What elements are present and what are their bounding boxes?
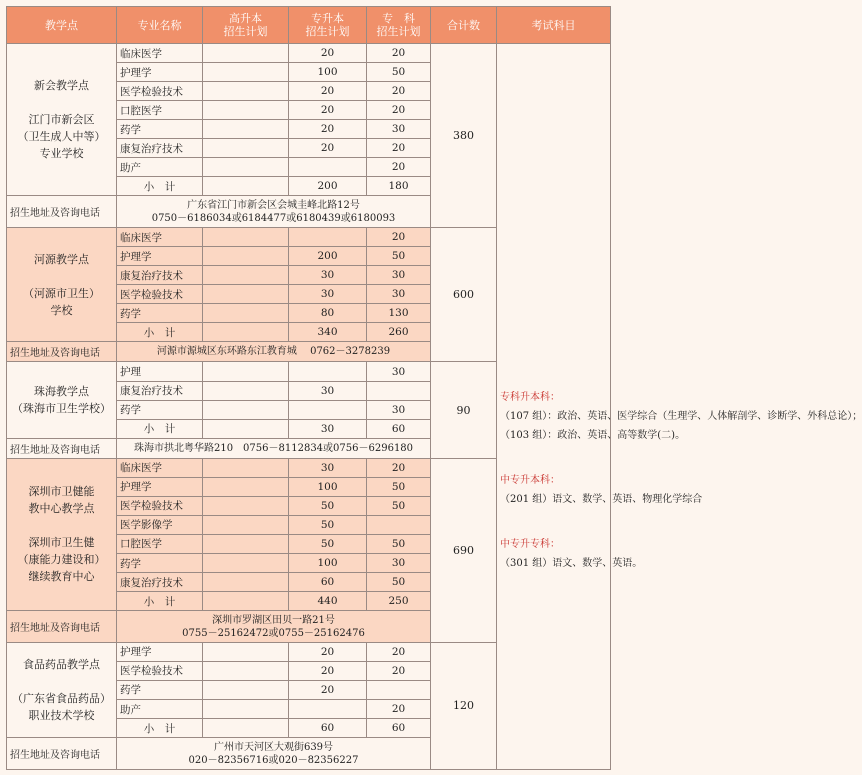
zsb-plan-cell — [289, 700, 367, 719]
gsb-plan-cell — [203, 304, 289, 323]
zsb-plan-cell: 50 — [289, 534, 367, 553]
subtotal-label: 小 计 — [117, 719, 203, 738]
major-cell: 药学 — [117, 554, 203, 573]
zk-plan-cell: 20 — [367, 44, 431, 63]
zk-plan-cell: 30 — [367, 285, 431, 304]
address-line: 河源市源城区东环路东江教育城 0762－3278239 — [156, 346, 391, 358]
site-name-line: 江门市新会区 — [28, 113, 95, 127]
header-exam: 考试科目 — [497, 7, 611, 44]
major-cell: 护理学 — [117, 63, 203, 82]
gsb-plan-cell — [203, 496, 289, 515]
header-zhuanke — [367, 7, 431, 44]
gsb-plan-cell — [203, 362, 289, 381]
site-total: 690 — [431, 458, 497, 642]
site-name-line: 新会教学点 — [34, 79, 89, 93]
site-name-line: （珠海市卫生学校） — [12, 402, 111, 416]
zk-plan-cell: 30 — [367, 120, 431, 139]
major-cell: 医学检验技术 — [117, 82, 203, 101]
zsb-plan-cell: 20 — [289, 680, 367, 699]
major-cell: 药学 — [117, 304, 203, 323]
address-phone — [117, 738, 431, 770]
enrollment-plan-table — [6, 6, 862, 770]
zsb-plan-cell: 30 — [289, 285, 367, 304]
gsb-plan-cell — [203, 515, 289, 534]
header-site: 教学点 — [7, 7, 117, 44]
zk-plan-cell — [367, 515, 431, 534]
gsb-plan-cell — [203, 554, 289, 573]
exam-spacer — [500, 240, 607, 388]
exam-heading: 中专升本科： — [500, 475, 560, 486]
major-cell: 医学影像学 — [117, 515, 203, 534]
major-cell: 护理学 — [117, 247, 203, 266]
zk-plan-cell: 50 — [367, 534, 431, 553]
subtotal-gsb — [203, 419, 289, 438]
gsb-plan-cell — [203, 400, 289, 419]
site-name-line: （广东省食品药品） — [12, 691, 111, 705]
address-label: 招生地址及咨询电话 — [7, 738, 117, 770]
subtotal-gsb — [203, 323, 289, 342]
subtotal-gsb — [203, 592, 289, 611]
gsb-plan-cell — [203, 266, 289, 285]
exam-block — [500, 471, 703, 509]
zsb-plan-cell: 50 — [289, 496, 367, 515]
exam-heading: 专科升本科： — [500, 392, 560, 403]
exam-text: （107 组）：政治、英语、医学综合（生理学、人体解剖学、诊断学、外科总论）； — [500, 411, 862, 422]
header-zhuanke-line1: 专 科 — [382, 12, 415, 25]
zsb-plan-cell: 30 — [289, 381, 367, 400]
major-cell: 药学 — [117, 120, 203, 139]
major-cell: 康复治疗技术 — [117, 573, 203, 592]
exam-subjects — [497, 44, 862, 770]
gsb-plan-cell — [203, 63, 289, 82]
subtotal-zk: 250 — [367, 592, 431, 611]
zsb-plan-cell — [289, 228, 367, 247]
zk-plan-cell: 50 — [367, 477, 431, 496]
header-gaozhuanben-line2: 招生计划 — [223, 25, 268, 38]
gsb-plan-cell — [203, 285, 289, 304]
subtotal-zsb: 30 — [289, 419, 367, 438]
header-row — [7, 7, 611, 44]
header-zhuanben — [289, 7, 367, 44]
site-name-line — [10, 673, 113, 690]
zsb-plan-cell: 20 — [289, 661, 367, 680]
gsb-plan-cell — [203, 139, 289, 158]
address-label: 招生地址及咨询电话 — [7, 342, 117, 362]
site-name-line: （卫生成人中等） — [17, 130, 106, 144]
gsb-plan-cell — [203, 120, 289, 139]
exam-text: （301 组）语文、数学、英语。 — [500, 558, 643, 569]
zsb-plan-cell: 20 — [289, 82, 367, 101]
site-name — [7, 362, 117, 438]
site-name-line — [10, 94, 113, 111]
site-name — [7, 44, 117, 196]
subtotal-zsb: 60 — [289, 719, 367, 738]
gsb-plan-cell — [203, 228, 289, 247]
site-name-line: 职业技术学校 — [28, 708, 95, 722]
zsb-plan-cell: 100 — [289, 477, 367, 496]
gsb-plan-cell — [203, 381, 289, 400]
gsb-plan-cell — [203, 82, 289, 101]
header-zhuanke-line2: 招生计划 — [376, 25, 421, 38]
zsb-plan-cell: 80 — [289, 304, 367, 323]
zsb-plan-cell: 200 — [289, 247, 367, 266]
site-total: 120 — [431, 642, 497, 769]
subtotal-zk: 60 — [367, 719, 431, 738]
site-name-line: 河源教学点 — [34, 252, 89, 266]
zk-plan-cell — [367, 381, 431, 400]
address-line: 珠海市拱北粤华路210 0756－8112834或0756－6296180 — [133, 442, 414, 454]
zsb-plan-cell: 60 — [289, 573, 367, 592]
subtotal-label: 小 计 — [117, 323, 203, 342]
subtotal-zsb: 200 — [289, 177, 367, 196]
major-cell: 口腔医学 — [117, 534, 203, 553]
zk-plan-cell: 30 — [367, 554, 431, 573]
site-name — [7, 642, 117, 737]
zk-plan-cell: 30 — [367, 362, 431, 381]
zk-plan-cell: 20 — [367, 700, 431, 719]
major-cell: 药学 — [117, 680, 203, 699]
major-cell: 医学检验技术 — [117, 496, 203, 515]
zk-plan-cell: 50 — [367, 573, 431, 592]
subtotal-zk: 180 — [367, 177, 431, 196]
zk-plan-cell: 50 — [367, 247, 431, 266]
site-name-line: 深圳市卫健能 — [28, 485, 95, 499]
subtotal-zsb: 440 — [289, 592, 367, 611]
gsb-plan-cell — [203, 642, 289, 661]
major-cell: 临床医学 — [117, 228, 203, 247]
major-cell: 康复治疗技术 — [117, 266, 203, 285]
zsb-plan-cell — [289, 362, 367, 381]
subtotal-zsb: 340 — [289, 323, 367, 342]
zsb-plan-cell: 20 — [289, 101, 367, 120]
address-line: 广东省江门市新会区会城圭峰北路12号 — [187, 199, 360, 211]
major-cell: 助产 — [117, 158, 203, 177]
major-cell: 康复治疗技术 — [117, 139, 203, 158]
gsb-plan-cell — [203, 680, 289, 699]
gsb-plan-cell — [203, 661, 289, 680]
zk-plan-cell: 50 — [367, 63, 431, 82]
subtotal-gsb — [203, 177, 289, 196]
site-name-line — [10, 268, 113, 285]
major-cell: 护理学 — [117, 642, 203, 661]
header-major: 专业名称 — [117, 7, 203, 44]
zsb-plan-cell: 20 — [289, 44, 367, 63]
exam-heading: 中专升专科： — [500, 539, 560, 550]
zk-plan-cell — [367, 680, 431, 699]
address-line: 广州市天河区大观街639号 — [213, 741, 334, 753]
exam-text: （103 组）：政治、英语、高等数学(二)。 — [500, 430, 686, 441]
site-name-line: 继续教育中心 — [28, 570, 95, 584]
site-name-line — [10, 517, 113, 534]
zk-plan-cell: 20 — [367, 458, 431, 477]
address-phone — [117, 342, 431, 362]
gsb-plan-cell — [203, 44, 289, 63]
site-name-line: 深圳市卫生健 — [28, 536, 95, 550]
address-label: 招生地址及咨询电话 — [7, 196, 117, 228]
major-cell: 临床医学 — [117, 458, 203, 477]
zsb-plan-cell: 30 — [289, 458, 367, 477]
gsb-plan-cell — [203, 247, 289, 266]
major-cell: 护理 — [117, 362, 203, 381]
subtotal-gsb — [203, 719, 289, 738]
gsb-plan-cell — [203, 458, 289, 477]
table-body — [7, 44, 862, 770]
major-cell: 临床医学 — [117, 44, 203, 63]
site-total: 600 — [431, 228, 497, 362]
zsb-plan-cell: 20 — [289, 642, 367, 661]
site-name-line: 教中心教学点 — [28, 502, 95, 516]
zk-plan-cell: 20 — [367, 228, 431, 247]
header-gaozhuanben-line1: 高升本 — [229, 12, 262, 25]
table-row — [7, 44, 611, 63]
major-cell: 助产 — [117, 700, 203, 719]
major-cell: 医学检验技术 — [117, 661, 203, 680]
exam-block — [500, 535, 643, 573]
major-cell: 药学 — [117, 400, 203, 419]
zsb-plan-cell: 50 — [289, 515, 367, 534]
zk-plan-cell: 20 — [367, 101, 431, 120]
address-line: 深圳市罗湖区田贝一路21号 — [212, 614, 335, 626]
exam-text: （201 组）语文、数学、英语、物理化学综合 — [500, 494, 703, 505]
address-phone — [117, 438, 431, 458]
zsb-plan-cell: 100 — [289, 63, 367, 82]
zk-plan-cell: 20 — [367, 139, 431, 158]
zsb-plan-cell: 100 — [289, 554, 367, 573]
site-name-line: 珠海教学点 — [34, 385, 89, 399]
zk-plan-cell: 20 — [367, 661, 431, 680]
address-phone — [117, 196, 431, 228]
site-name — [7, 458, 117, 610]
major-cell: 口腔医学 — [117, 101, 203, 120]
gsb-plan-cell — [203, 477, 289, 496]
header-gaozhuanben — [203, 7, 289, 44]
site-name-line: （河源市卫生） — [23, 286, 100, 300]
gsb-plan-cell — [203, 700, 289, 719]
site-name-line: （康能力建设和） — [17, 553, 106, 567]
address-line: 0750－6186034或6184477或6180439或6180093 — [151, 212, 396, 224]
header-zhuanben-line1: 专升本 — [311, 12, 344, 25]
address-line: 0755－25162472或0755－25162476 — [182, 627, 365, 639]
gsb-plan-cell — [203, 573, 289, 592]
subtotal-label: 小 计 — [117, 592, 203, 611]
address-label: 招生地址及咨询电话 — [7, 438, 117, 458]
header-total: 合计数 — [431, 7, 497, 44]
gsb-plan-cell — [203, 101, 289, 120]
zsb-plan-cell: 20 — [289, 120, 367, 139]
subtotal-zk: 260 — [367, 323, 431, 342]
gsb-plan-cell — [203, 158, 289, 177]
subtotal-label: 小 计 — [117, 177, 203, 196]
site-name-line: 食品药品教学点 — [23, 657, 100, 671]
header-zhuanben-line2: 招生计划 — [305, 25, 350, 38]
zsb-plan-cell — [289, 158, 367, 177]
site-name — [7, 228, 117, 342]
site-name-line: 专业学校 — [39, 147, 84, 161]
major-cell: 康复治疗技术 — [117, 381, 203, 400]
major-cell: 医学检验技术 — [117, 285, 203, 304]
gsb-plan-cell — [203, 534, 289, 553]
zsb-plan-cell — [289, 400, 367, 419]
zsb-plan-cell: 20 — [289, 139, 367, 158]
zk-plan-cell: 20 — [367, 158, 431, 177]
zk-plan-cell: 30 — [367, 266, 431, 285]
site-name-line: 学校 — [50, 303, 73, 317]
subtotal-zk: 60 — [367, 419, 431, 438]
zk-plan-cell: 50 — [367, 496, 431, 515]
address-line: 020－82356716或020－82356227 — [188, 754, 359, 766]
zk-plan-cell: 20 — [367, 82, 431, 101]
zsb-plan-cell: 30 — [289, 266, 367, 285]
address-label: 招生地址及咨询电话 — [7, 611, 117, 643]
zk-plan-cell: 30 — [367, 400, 431, 419]
address-phone — [117, 611, 431, 643]
exam-block — [500, 388, 862, 445]
subtotal-label: 小 计 — [117, 419, 203, 438]
zk-plan-cell: 20 — [367, 642, 431, 661]
site-total: 380 — [431, 44, 497, 228]
zk-plan-cell: 130 — [367, 304, 431, 323]
site-total: 90 — [431, 362, 497, 458]
major-cell: 护理学 — [117, 477, 203, 496]
